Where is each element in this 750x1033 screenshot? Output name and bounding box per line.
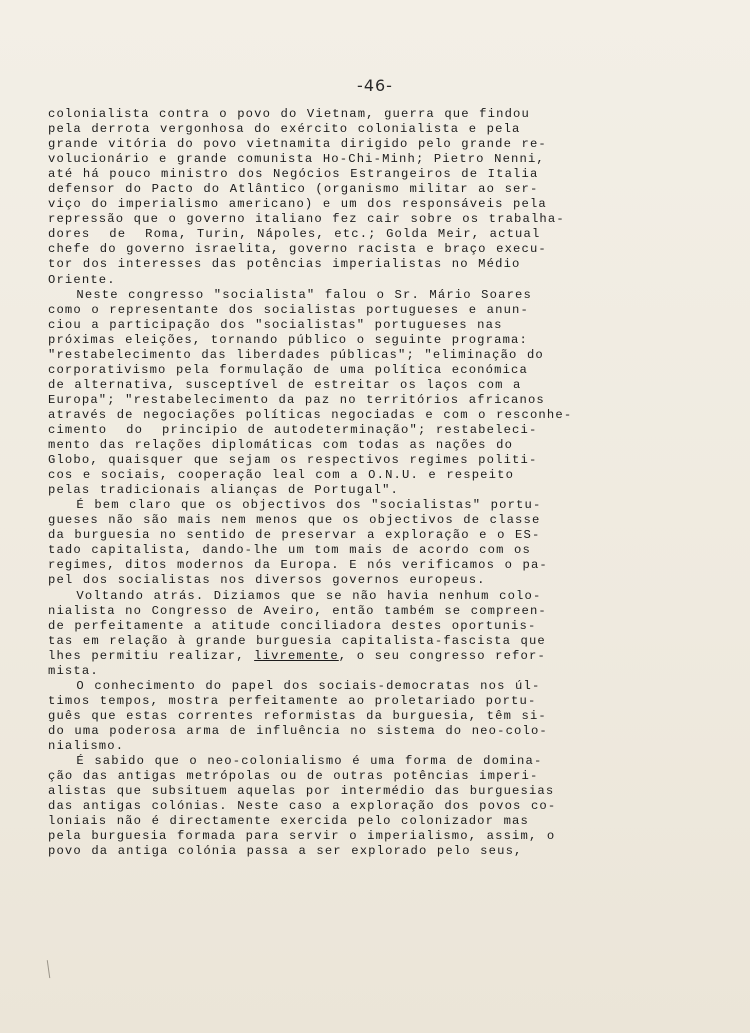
text-line: cos e sociais, cooperação leal com a O.N.U. e respeito bbox=[48, 468, 515, 483]
text-line: cimento do principio de autodeterminação"; restabeleci- bbox=[48, 422, 538, 437]
text-line: colonialista contra o povo do Vietnam, guerra que findou bbox=[48, 107, 530, 121]
text-line: tas em relação à grande burguesia capitalista-fascista que bbox=[48, 633, 546, 648]
text-line: como o representante dos socialistas portugueses e anun- bbox=[48, 302, 529, 317]
text-line: lhes permitiu realizar, livremente, o seu congresso refor- bbox=[48, 648, 546, 663]
text-line: É sabido que o neo-colonialismo é uma forma de domina- bbox=[48, 754, 543, 769]
text-line: O conhecimento do papel dos sociais-democratas nos úl- bbox=[48, 678, 541, 693]
text-line: Europa"; "restabelecimento da paz no territórios africanos bbox=[48, 392, 545, 407]
text-line: até há pouco ministro dos Negócios Estrangeiros de Italia bbox=[48, 167, 539, 182]
text-line: nialismo. bbox=[48, 738, 125, 753]
text-line: pel dos socialistas nos diversos governos europeus. bbox=[48, 573, 486, 588]
text-line: pela burguesia formada para servir o imperialismo, assim, o bbox=[48, 829, 556, 844]
text-line: É bem claro que os objectivos dos "socialistas" portu- bbox=[48, 498, 542, 513]
text-line: dores de Roma, Turin, Nápoles, etc.; Golda Meir, actual bbox=[48, 227, 541, 242]
text-line: loniais não é directamente exercida pelo colonizador mas bbox=[48, 814, 529, 829]
body-text bbox=[48, 107, 728, 859]
text-line: de perfeitamente a atitude conciliadora destes oportunis- bbox=[48, 618, 537, 633]
text-line: volucionário e grande comunista Ho-Chi-Minh; Pietro Nenni, bbox=[48, 152, 545, 167]
text-line: ciou a participação dos "socialistas" portugueses nas bbox=[48, 317, 503, 332]
underlined-word: livremente bbox=[254, 648, 339, 663]
text-line: pela derrota vergonhosa do exército colonialista e pela bbox=[48, 122, 521, 137]
text-line: Voltando atrás. Diziamos que se não havia nenhum colo- bbox=[48, 588, 542, 603]
text-line: gueses não são mais nem menos que os objectivos de classe bbox=[48, 513, 541, 528]
text-line: guês que estas correntes reformistas da burguesia, têm si- bbox=[48, 708, 547, 723]
text-line: corporativismo pela formulação de uma política económica bbox=[48, 362, 528, 377]
text-line: Globo, quaisquer que sejam os respectivos regimes politi- bbox=[48, 453, 538, 468]
text-line: regimes, ditos modernos da Europa. E nós verificamos o pa- bbox=[48, 558, 548, 573]
text-line: alistas que subsituem aquelas por intermédio das burguesias bbox=[48, 784, 555, 799]
text-line: nialista no Congresso de Aveiro, então também se compreen- bbox=[48, 603, 547, 618]
text-line: de alternativa, susceptível de estreitar os laços com a bbox=[48, 377, 522, 392]
text-line: pelas tradicionais alianças de Portugal". bbox=[48, 483, 400, 498]
text-line: através de negociações políticas negociadas e com o resconhe- bbox=[48, 407, 573, 422]
text-line: das antigas colónias. Neste caso a exploração dos povos co- bbox=[48, 799, 557, 814]
text-line: Neste congresso "socialista" falou o Sr. Mário Soares bbox=[48, 287, 532, 302]
text-line: da burguesia no sentido de preservar a exploração e o ES- bbox=[48, 528, 541, 543]
text-line: próximas eleições, tornando público o seguinte programa: bbox=[48, 332, 528, 347]
text-line: grande vitória do povo vietnamita dirigido pelo grande re- bbox=[48, 137, 547, 152]
text-line: do uma poderosa arma de influência no sistema do neo-colo- bbox=[48, 723, 548, 738]
text-line: "restabelecimento das liberdades públicas"; "eliminação do bbox=[48, 347, 544, 362]
text-line: defensor do Pacto do Atlântico (organismo militar ao ser- bbox=[48, 182, 539, 197]
text-line: Oriente. bbox=[48, 272, 116, 287]
text-line: viço do imperialismo americano) e um dos responsáveis pela bbox=[48, 197, 547, 212]
text-line: mista. bbox=[48, 663, 99, 678]
margin-mark bbox=[47, 960, 52, 978]
text-line: povo da antiga colónia passa a ser explorado pelo seus, bbox=[48, 844, 523, 859]
text-line: tor dos interesses das potências imperialistas no Médio bbox=[48, 257, 521, 272]
text-line: mento das relações diplomáticas com todas as nações do bbox=[48, 438, 514, 453]
text-line: ção das antigas metrópolas ou de outras potências imperi- bbox=[48, 769, 539, 784]
text-line: tado capitalista, dando-lhe um tom mais de acordo com os bbox=[48, 543, 531, 558]
text-line: timos tempos, mostra perfeitamente ao proletariado portu- bbox=[48, 693, 537, 708]
text-line: repressão que o governo italiano fez cair sobre os trabalha- bbox=[48, 212, 565, 227]
page-number: -46- bbox=[357, 76, 393, 95]
text-line: chefe do governo israelita, governo racista e braço execu- bbox=[48, 242, 547, 257]
